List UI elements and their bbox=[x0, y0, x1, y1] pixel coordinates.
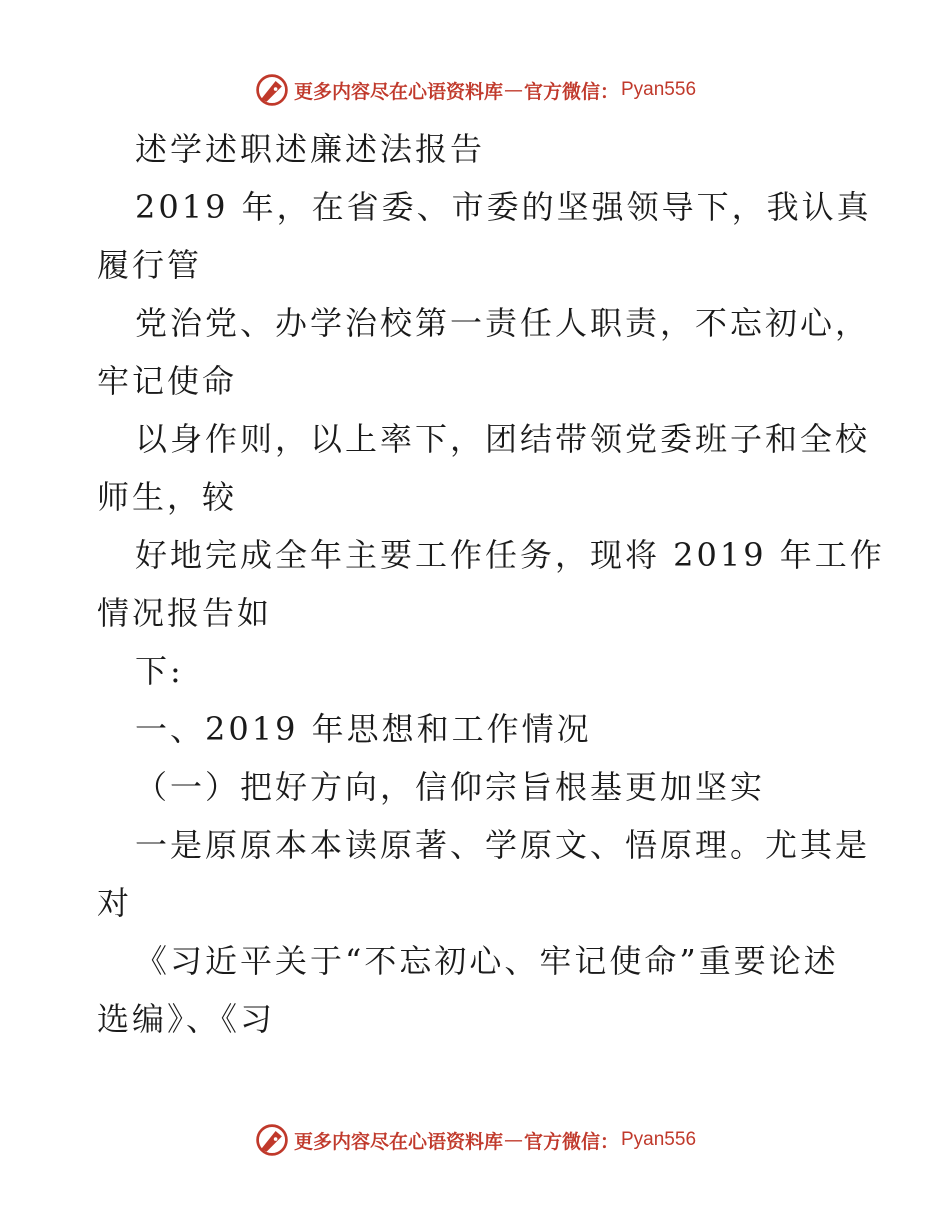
paragraph-line: 下: bbox=[135, 652, 184, 690]
paragraph-line: 对 bbox=[97, 884, 133, 922]
paragraph-line: 履行管 bbox=[97, 246, 203, 284]
watermark-dash: — bbox=[503, 1129, 523, 1151]
document-title: 述学述职述廉述法报告 bbox=[135, 130, 486, 168]
section-heading: 一、2019 年思想和工作情况 bbox=[135, 710, 592, 748]
paragraph-line: 情况报告如 bbox=[97, 594, 273, 632]
subsection-heading: （一）把好方向，信仰宗旨根基更加坚实 bbox=[135, 768, 766, 806]
footer-watermark bbox=[0, 1120, 950, 1160]
watermark-wechat-label: 官方微信： bbox=[523, 80, 619, 103]
pen-nib-circle-icon bbox=[254, 72, 290, 108]
paragraph-line: 好地完成全年主要工作任务，现将 2019 年工作 bbox=[135, 536, 885, 574]
paragraph-line: 选编》、《习 bbox=[97, 1000, 276, 1038]
paragraph-line: 2019 年，在省委、市委的坚强领导下，我认真 bbox=[135, 188, 872, 226]
paragraph-line: 师生，较 bbox=[97, 478, 238, 516]
watermark-text: 更多内容尽在心语资料库 bbox=[293, 1130, 503, 1153]
header-watermark bbox=[0, 70, 950, 110]
document-body bbox=[97, 120, 885, 1048]
watermark-wechat-id: Pyan556 bbox=[621, 1129, 697, 1150]
paragraph-line: 牢记使命 bbox=[97, 362, 238, 400]
paragraph-line: 党治党、办学治校第一责任人职责，不忘初心， bbox=[135, 304, 871, 342]
watermark-text: 更多内容尽在心语资料库 bbox=[293, 80, 503, 103]
watermark-wechat-id: Pyan556 bbox=[621, 79, 697, 100]
paragraph-line: 一是原原本本读原著、学原文、悟原理。尤其是 bbox=[135, 826, 871, 864]
watermark-dash: — bbox=[503, 79, 523, 101]
paragraph-line: 以身作则，以上率下，团结带领党委班子和全校 bbox=[135, 420, 871, 458]
paragraph-line: 《习近平关于“不忘初心、牢记使命”重要论述 bbox=[135, 942, 839, 980]
pen-nib-circle-icon bbox=[254, 1122, 290, 1158]
watermark-wechat-label: 官方微信： bbox=[523, 1130, 619, 1153]
